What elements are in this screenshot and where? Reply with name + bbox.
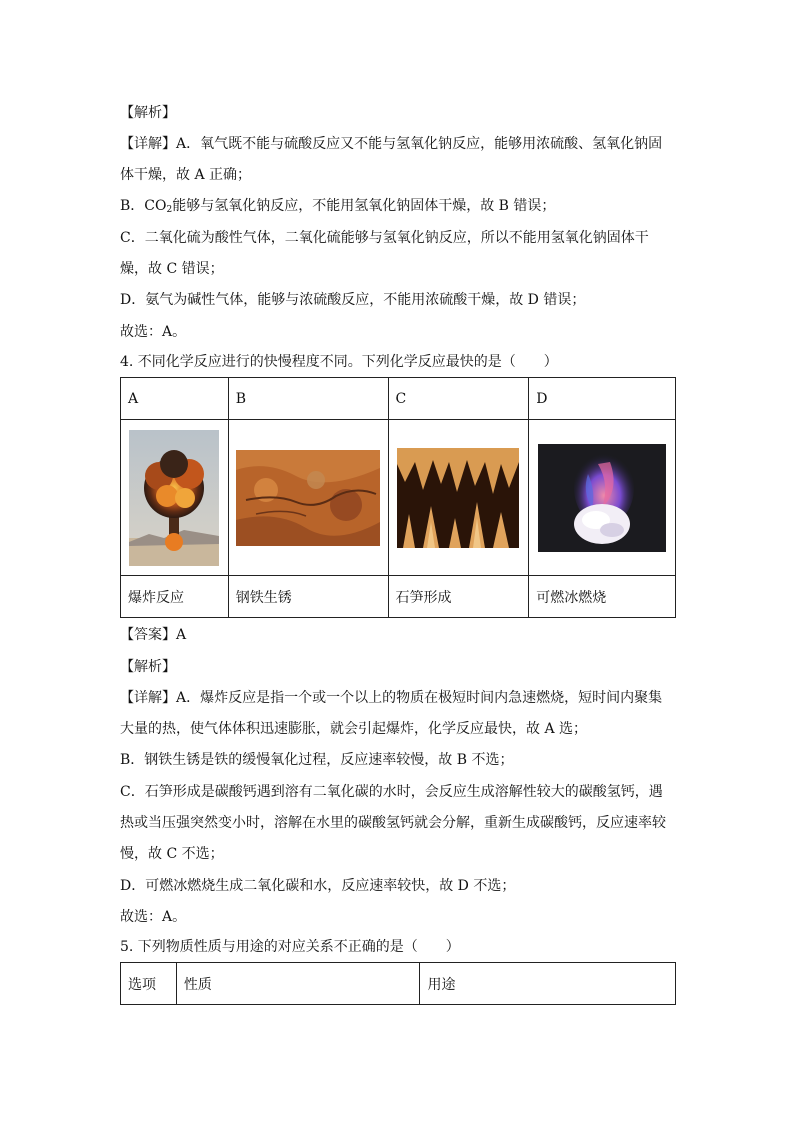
q4-analysis-line-2: 大量的热，使气体体积迅速膨胀，就会引起爆炸，化学反应最快，故 A 选；: [120, 721, 588, 737]
q3-option-b-line: [120, 196, 555, 220]
q4-answer: 【答案】A: [120, 627, 187, 643]
q4-image-cell-c: [388, 420, 529, 576]
q4-options-table: [120, 377, 676, 618]
q4-stem: 4. 不同化学反应进行的快慢程度不同。下列化学反应最快的是（ ）: [120, 354, 558, 370]
q5-header-use: 用途: [420, 963, 676, 1005]
q3-b-prefix: B．CO: [120, 198, 167, 214]
q4-image-cell-d: [529, 420, 676, 576]
q3-analysis-heading: 【解析】: [120, 105, 176, 121]
burning-ice-photo: [538, 444, 666, 552]
q5-stem: 5. 下列物质性质与用途的对应关系不正确的是（ ）: [120, 939, 460, 955]
q4-caption-d: 可燃冰燃烧: [529, 576, 676, 618]
q4-caption-a: 爆炸反应: [121, 576, 229, 618]
q3-option-c-line-1: C．二氧化硫为酸性气体，二氧化硫能够与氢氧化钠反应，所以不能用氢氧化钠固体干: [120, 230, 649, 246]
q4-analysis-line-8: 故选：A。: [120, 909, 187, 925]
q4-analysis-line-7: D．可燃冰燃烧生成二氧化碳和水，反应速率较快，故 D 不选；: [120, 878, 516, 894]
rusty-steel-photo: [236, 450, 380, 546]
q4-analysis-line-6: 慢，故 C 不选；: [120, 846, 224, 862]
explosion-photo: [129, 430, 219, 566]
q5-header-option: 选项: [121, 963, 177, 1005]
q5-header-property: 性质: [176, 963, 420, 1005]
q4-analysis-line-5: 热或当压强突然变小时，溶解在水里的碳酸氢钙就会分解，重新生成碳酸钙，反应速率较: [120, 815, 666, 831]
q4-analysis-heading: 【解析】: [120, 659, 176, 675]
stalagmite-cave-photo: [397, 448, 519, 548]
q4-header-b: B: [228, 378, 388, 420]
q4-analysis-line-4: C．石笋形成是碳酸钙遇到溶有二氧化碳的水时，会反应生成溶解性较大的碳酸氢钙，遇: [120, 784, 663, 800]
q4-caption-c: 石笋形成: [388, 576, 529, 618]
q4-image-cell-b: [228, 420, 388, 576]
q3-b-rest: 能够与氢氧化钠反应，不能用氢氧化钠固体干燥，故 B 错误；: [172, 198, 556, 214]
q3-detail-line-1: 【详解】A．氧气既不能与硫酸反应又不能与氢氧化钠反应，能够用浓硫酸、氢氧化钠固: [120, 136, 663, 152]
q4-image-cell-a: [121, 420, 229, 576]
q3-b-subscript: 2: [166, 205, 173, 215]
q3-option-d-line: D．氨气为碱性气体，能够与浓硫酸反应，不能用浓硫酸干燥，故 D 错误；: [120, 292, 586, 308]
q4-analysis-line-1: 【详解】A．爆炸反应是指一个或一个以上的物质在极短时间内急速燃烧，短时间内聚集: [120, 690, 663, 706]
q4-header-a: A: [121, 378, 229, 420]
q4-analysis-line-3: B．钢铁生锈是铁的缓慢氧化过程，反应速率较慢，故 B 不选；: [120, 752, 514, 768]
q4-caption-b: 钢铁生锈: [228, 576, 388, 618]
q4-header-c: C: [388, 378, 529, 420]
q3-choice: 故选：A。: [120, 324, 187, 340]
q5-options-table: [120, 962, 676, 1005]
q3-detail-line-2: 体干燥，故 A 正确；: [120, 167, 252, 183]
q3-option-c-line-2: 燥，故 C 错误；: [120, 261, 224, 277]
q4-header-d: D: [529, 378, 676, 420]
